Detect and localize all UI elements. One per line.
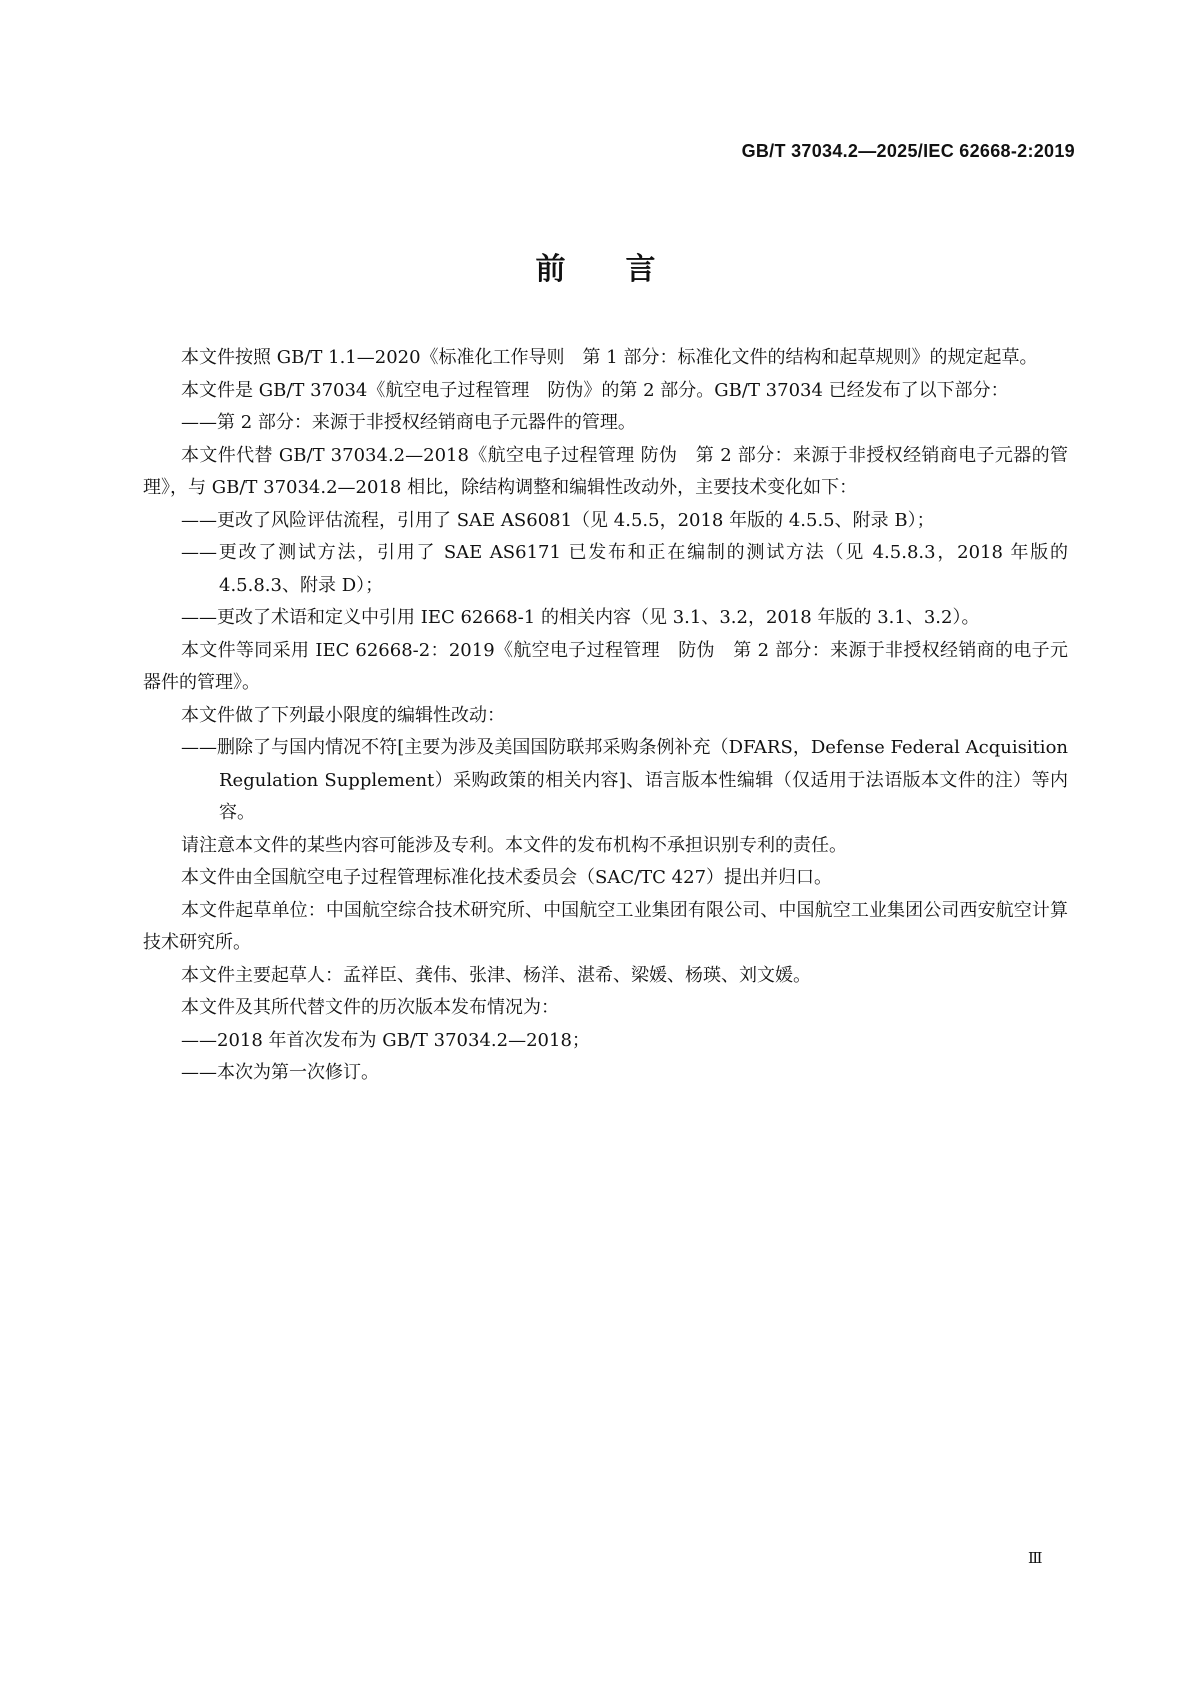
list-item-risk-assessment-change: ——更改了风险评估流程，引用了 SAE AS6081（见 4.5.5，2018 年版的 4.5.5、附录 B）； [181, 509, 935, 531]
list-item-terms-change: ——更改了术语和定义中引用 IEC 62668-1 的相关内容（见 3.1、3.2，2018 年版的 3.1、3.2）。 [181, 607, 980, 628]
list-item-test-method-change: ——更改了测试方法，引用了 SAE AS6171 已发布和正在编制的测试方法（见 4.5.8.3，2018 年版的 4.5.8.3、附录 D）； [181, 542, 1068, 596]
paragraph-version-history: 本文件及其所代替文件的历次版本发布情况为： [181, 997, 559, 1018]
list-item-part-2: ——第 2 部分：来源于非授权经销商电子元器件的管理。 [181, 412, 636, 433]
paragraph-drafters: 本文件主要起草人：孟祥臣、龚伟、张津、杨洋、湛希、梁媛、杨瑛、刘文媛。 [181, 964, 811, 986]
page-title: 前言 [535, 252, 716, 287]
paragraph-drafting-rules: 本文件按照 GB/T 1.1—2020《标准化工作导则 第 1 部分：标准化文件的结构和起草规则》的规定起草。 [181, 347, 1038, 368]
paragraph-replaces: 本文件代替 GB/T 37034.2—2018《航空电子过程管理 防伪 第 2 部分：来源于非授权经销商电子元器的管理》，与 GB/T 37034.2—2018 相比，除结构调整和编辑性改动外，主要技术变化如下： [143, 444, 1068, 498]
paragraph-committee: 本文件由全国航空电子过程管理标准化技术委员会（SAC/TC 427）提出并归口。 [181, 867, 833, 888]
list-item-deletions: ——删除了与国内情况不符[主要为涉及美国国防联邦采购条例补充（DFARS，Defense Federal Acquisition Regulation Supplement）采购政策的相关内容]、语言版本性编辑（仅适用于法语版本文件的注）等内容。 [181, 737, 1068, 823]
paragraph-patent-notice: 请注意本文件的某些内容可能涉及专利。本文件的发布机构不承担识别专利的责任。 [181, 834, 847, 856]
standard-code-header: GB/T 37034.2—2025/IEC 62668-2:2019 [741, 141, 1075, 161]
list-item-first-revision: ——本次为第一次修订。 [181, 1062, 379, 1083]
paragraph-identical-adoption: 本文件等同采用 IEC 62668-2：2019《航空电子过程管理 防伪 第 2 部分：来源于非授权经销商的电子元器件的管理》。 [143, 639, 1068, 693]
page-number: Ⅲ [1028, 1549, 1043, 1567]
paragraph-series-part: 本文件是 GB/T 37034《航空电子过程管理 防伪》的第 2 部分。GB/T 37034 已经发布了以下部分： [181, 379, 1009, 401]
list-item-first-release: ——2018 年首次发布为 GB/T 37034.2—2018； [181, 1029, 590, 1051]
foreword-body [143, 342, 1068, 1090]
paragraph-drafting-units: 本文件起草单位：中国航空综合技术研究所、中国航空工业集团有限公司、中国航空工业集团公司西安航空计算技术研究所。 [143, 899, 1068, 953]
paragraph-editorial-changes: 本文件做了下列最小限度的编辑性改动： [181, 704, 505, 726]
